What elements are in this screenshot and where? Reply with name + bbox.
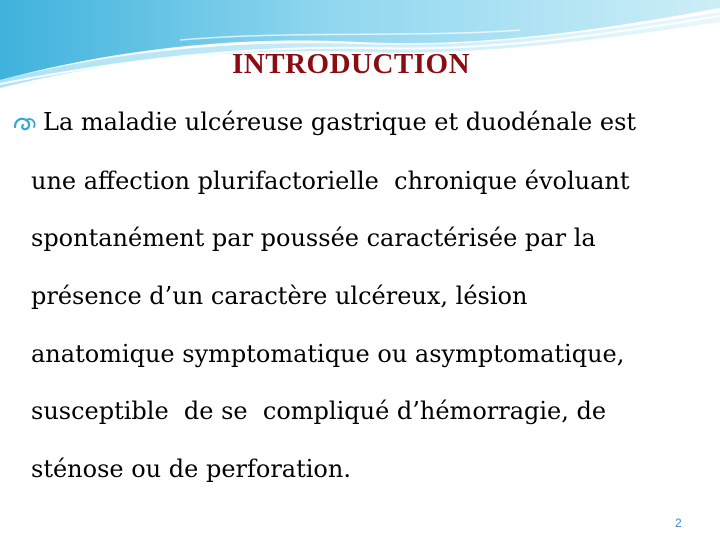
body-text-line: présence d’un caractère ulcéreux, lésion	[31, 282, 528, 310]
body-text-line: La maladie ulcéreuse gastrique et duodénale est	[43, 108, 637, 136]
body-text-line: susceptible de se compliqué d’hémorragie, de	[31, 397, 607, 425]
body-text-line: spontanément par poussée caractérisée par la	[31, 224, 596, 252]
page-number: 2	[675, 516, 682, 530]
flourish-bullet-icon	[12, 114, 38, 140]
body-text-line: anatomique symptomatique ou asymptomatique,	[31, 340, 625, 368]
body-text-line: une affection plurifactorielle chronique évoluant	[31, 167, 630, 195]
slide-title: INTRODUCTION	[232, 48, 471, 80]
body-text-line: sténose ou de perforation.	[31, 455, 351, 483]
